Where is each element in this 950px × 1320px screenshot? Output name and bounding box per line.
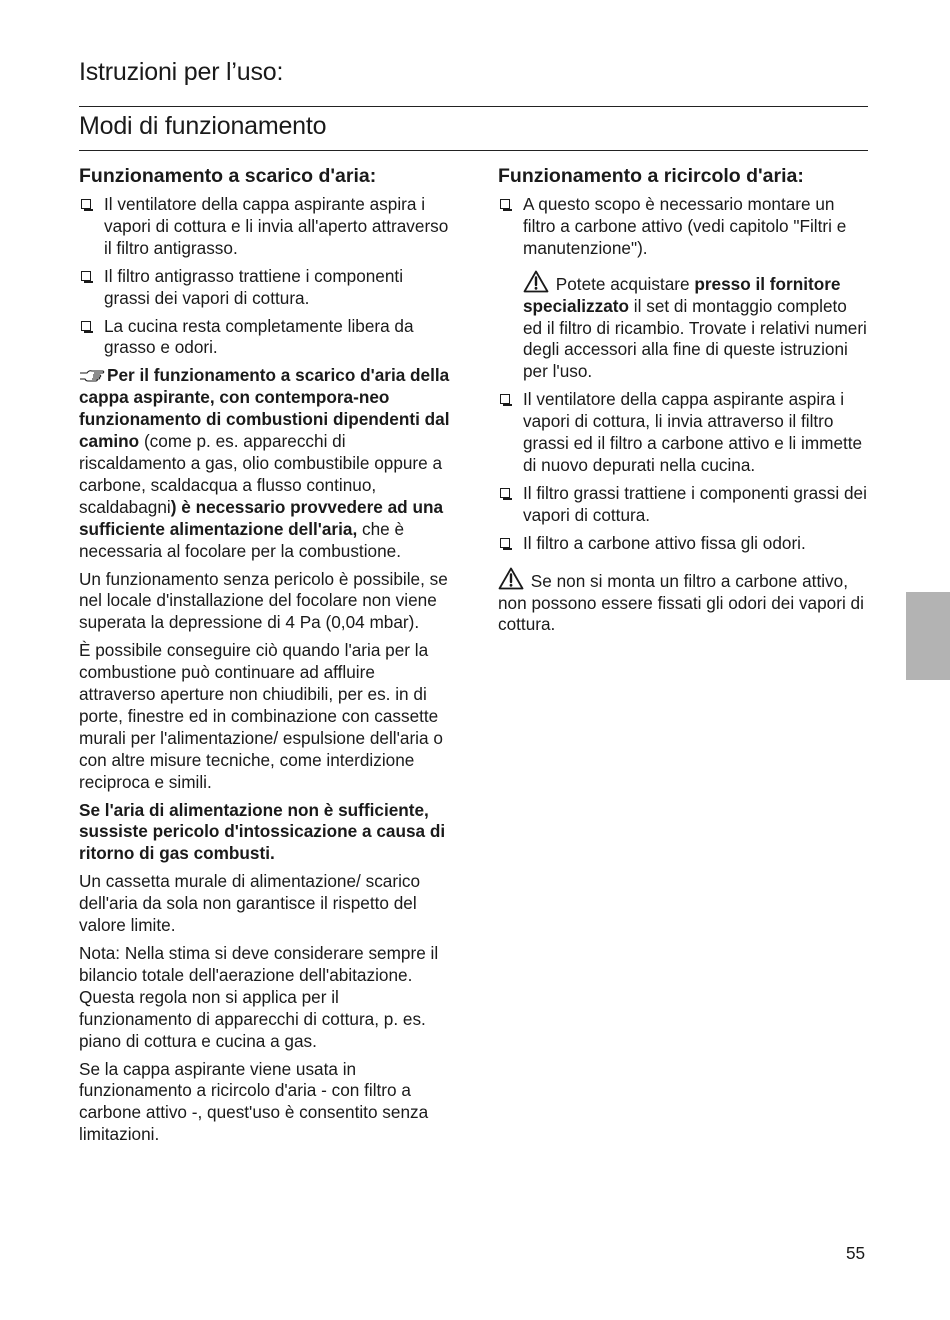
chimney-note: Per il funzionamento a scarico d'aria della cappa aspirante, con contempora-neo funzionamento di combustioni dipendenti dal camino (come p. es. apparecchi di riscaldamento a gas, olio combustibile oppure a carbone, scaldacqua a flusso continuo, scaldabagni) è necessario provvedere ad una sufficiente alimentazione dell'aria, che è necessaria al focolare per la combustione. xyxy=(79,365,450,561)
intoxication-warning: Se l'aria di alimentazione non è sufficiente, sussiste pericolo d'intossicazione a causa di ritorno di gas combusti. xyxy=(79,799,446,864)
header-rule-top xyxy=(79,106,868,107)
left-bullet-list xyxy=(79,194,451,359)
section-title: Modi di funzionamento xyxy=(79,112,327,140)
paragraph: Se la cappa aspirante viene usata in funzionamento a ricircolo d'aria - con filtro a carbone attivo -, quest'uso è consentito senza limitazioni. xyxy=(79,1058,429,1145)
checkbox-bullet-icon xyxy=(81,271,91,281)
language-thumb-tab xyxy=(906,592,950,680)
checkbox-bullet-icon xyxy=(500,538,510,548)
checkbox-bullet-icon xyxy=(500,199,510,209)
paragraph: È possibile conseguire ciò quando l'aria per la combustione può continuare ad affluire attraverso aperture non chiudibili, per es. in di porte, finestre ed in combinazione con cassette murali per l'alimentazione/ espulsione dell'aria o con altre misure tecniche, come interdizione reciproca e simili. xyxy=(79,640,443,792)
page-number: 55 xyxy=(846,1243,866,1263)
left-heading: Funzionamento a scarico d'aria: xyxy=(79,165,377,187)
warning-triangle-icon xyxy=(498,567,524,590)
checkbox-bullet-icon xyxy=(500,394,510,404)
list-item: Il filtro grassi trattiene i componenti grassi dei vapori di cottura. xyxy=(498,483,870,527)
list-item: La cucina resta completamente libera da grasso e odori. xyxy=(79,316,451,360)
list-item: Il filtro antigrasso trattiene i componenti grassi dei vapori di cottura. xyxy=(79,266,451,310)
paragraph: Nota: Nella stima si deve considerare sempre il bilancio totale dell'aerazione dell'abitazione. Questa regola non si applica per il funzionamento di apparecchi di cottura, p. es. piano di cottura e cucina a gas. xyxy=(79,943,439,1051)
paragraph: Un funzionamento senza pericolo è possibile, se nel locale d'installazione del focolare non viene superata la depressione di 4 Pa (0,04 mbar). xyxy=(79,568,448,633)
list-item: Il filtro a carbone attivo fissa gli odori. xyxy=(498,533,870,555)
paragraph: Un cassetta murale di alimentazione/ scarico dell'aria da sola non garantisce il rispetto del valore limite. xyxy=(79,871,421,936)
header-rule-bottom xyxy=(79,150,868,151)
right-column xyxy=(498,163,870,642)
accessory-warning: Potete acquistare presso il fornitore specializzato il set di montaggio completo ed il filtro di ricambio. Trovate i relativi numeri degli accessori alla fine di queste istruzioni per l'uso. xyxy=(498,270,870,384)
right-bullet-list-2 xyxy=(498,389,870,554)
document-title: Istruzioni per l’uso: xyxy=(79,58,284,86)
odor-warning: Se non si monta un filtro a carbone attivo, non possono essere fissati gli odori dei vapori di cottura. xyxy=(498,567,870,637)
list-item: Il ventilatore della cappa aspirante aspira i vapori di cottura, li invia attraverso il filtro grassi ed il filtro a carbone attivo e li immette di nuovo depurati nella cucina. xyxy=(498,389,870,477)
list-item: A questo scopo è necessario montare un filtro a carbone attivo (vedi capitolo "Filtri e manutenzione"). xyxy=(498,194,870,260)
checkbox-bullet-icon xyxy=(81,321,91,331)
left-column xyxy=(79,163,451,1152)
checkbox-bullet-icon xyxy=(81,199,91,209)
list-item: Il ventilatore della cappa aspirante aspira i vapori di cottura e li invia all'aperto attraverso il filtro antigrasso. xyxy=(79,194,451,260)
right-heading: Funzionamento a ricircolo d'aria: xyxy=(498,165,804,187)
warning-triangle-icon xyxy=(523,270,549,293)
right-bullet-list-1 xyxy=(498,194,870,260)
checkbox-bullet-icon xyxy=(500,488,510,498)
pointing-hand-icon xyxy=(79,369,105,382)
